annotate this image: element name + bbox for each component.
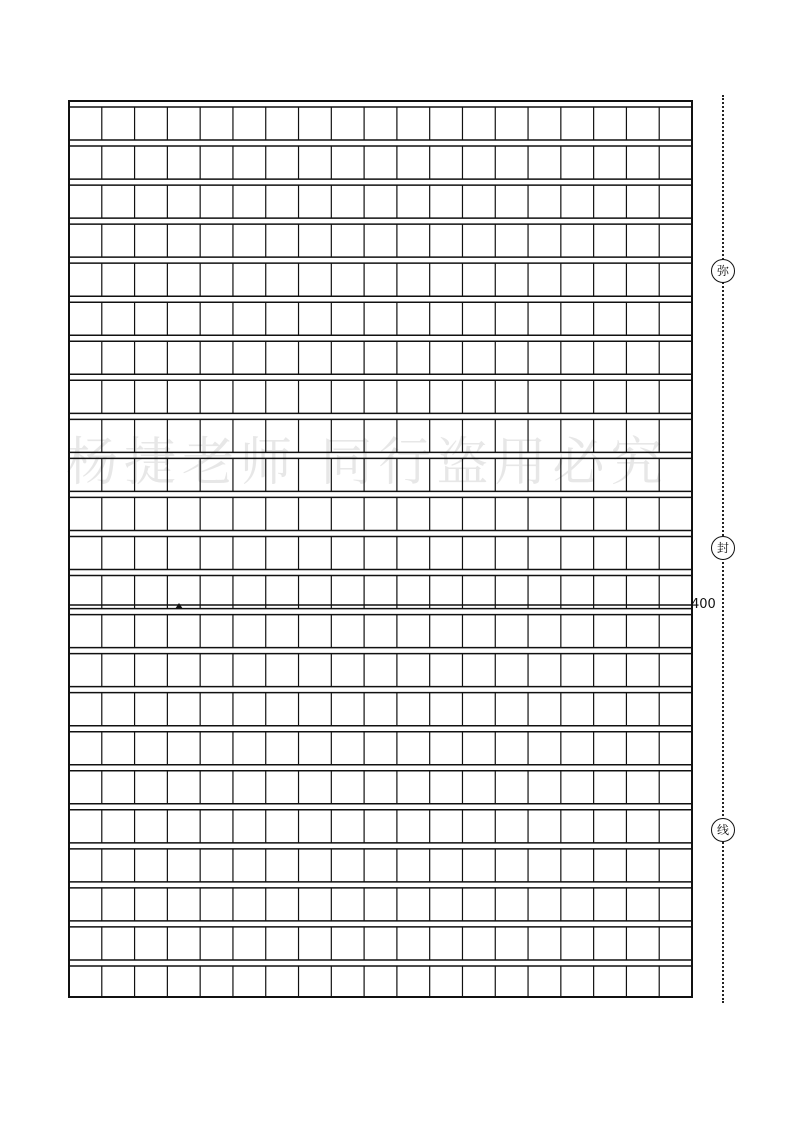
word-count-marker: 400 bbox=[691, 597, 716, 612]
word-count-triangle-marker bbox=[175, 603, 183, 609]
watermark-text: 杨捷老师 同行盗用必究 bbox=[66, 433, 669, 493]
seal-char-mi: 弥 bbox=[711, 259, 735, 283]
essay-grid bbox=[68, 100, 693, 998]
essay-grid-lines bbox=[68, 100, 693, 998]
seal-char-xian: 线 bbox=[711, 818, 735, 842]
grid-border bbox=[69, 101, 692, 997]
seal-char-feng: 封 bbox=[711, 536, 735, 560]
